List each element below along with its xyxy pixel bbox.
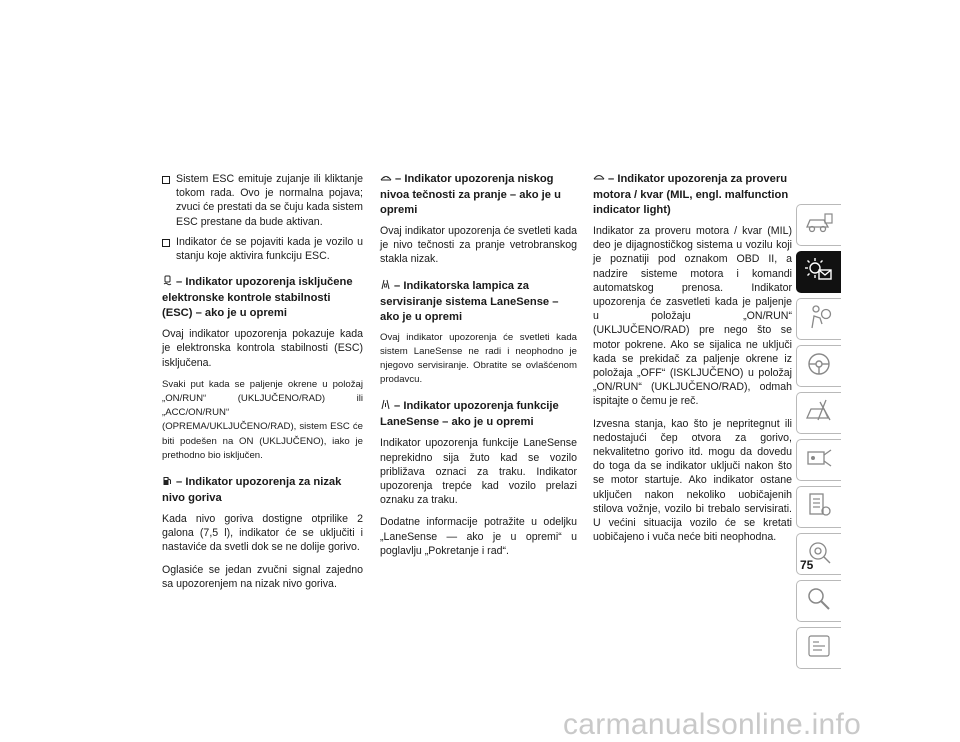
lanesense-service-icon <box>380 279 391 295</box>
mil-paragraph: Izvesna stanja, kao što je nepritegnut ili nedostajući čep otvora za gorivo, nekvalitetno gorivo itd. mogu da dovedu do toga da se indikator uključi nakon što se motor startuje. Ako indikator ostane uključen nakon nekoliko uobičajenih stilova vožnje, vozilo bi trebalo servisirati. U većini situacija vozilo će se kretati uobičajeno i vuča neće biti neophodna. <box>593 417 792 544</box>
tab-dashboard-warning[interactable] <box>796 251 841 293</box>
check-engine-icon <box>593 173 605 188</box>
column-3 <box>593 172 792 552</box>
tab-emergency[interactable] <box>796 392 841 434</box>
washer-fluid-paragraph: Ovaj indikator upozorenja će svetleti kada je nivo tečnosti za pranje vetrobranskog stakla nizak. <box>380 225 577 266</box>
esc-off-heading: – Indikator upozorenja isključene elektronske kontrole stabilnosti (ESC) – ako je u opremi <box>162 276 353 320</box>
watermark: carmanualsonline.info <box>563 708 862 741</box>
dashboard-warning-icon <box>804 257 834 288</box>
vehicle-info-icon <box>804 211 834 240</box>
chapter-tabs <box>796 204 842 674</box>
lanesense-warning-icon <box>380 399 391 415</box>
lanesense-service-heading: – Indikatorska lampica za servisiranje sistema LaneSense – ako je u opremi <box>380 279 559 323</box>
esc-off-icon <box>162 275 173 291</box>
mil-paragraph: Indikator za proveru motora / kvar (MIL) deo je dijagnostičkog sistema u vozilu koji je poznatiji pod oznakom OBD II, a nadzire sisteme motora i komandi automatskog prenosa. Indikator upozorenja će zasvetleti kada je paljenje u položaju „ON/RUN“ (UKLJUČENO/RAD) pre nego što se motor pokrene. Ako se sijalica ne uključi kada se prekidač za paljenje okrene iz položaja „OFF“ (ISKLJUČENO) u položaj „ON/RUN“ (UKLJUČENO/RAD), odmah ispitajte o čemu je reč. <box>593 225 792 408</box>
page-number: 75 <box>800 558 814 572</box>
low-fuel-paragraph: Kada nivo goriva dostigne otprilike 2 galona (7,5 l), indikator će se uključiti i nastaviće da svetli dok se ne dolije gorivo. <box>162 513 363 554</box>
tab-vehicle-info[interactable] <box>796 204 841 246</box>
language-index-icon <box>805 632 833 665</box>
checkbox-bullet-icon <box>162 239 170 247</box>
washer-fluid-heading: – Indikator upozorenja niskog nivoa tečnosti za pranje – ako je u opremi <box>380 173 561 216</box>
tab-car-service[interactable] <box>796 439 841 481</box>
lanesense-warning-paragraph: Dodatne informacije potražite u odeljku „LaneSense — ako je u opremi“ u poglavlju „Pokretanje i rad“. <box>380 516 577 557</box>
esc-off-paragraph: Svaki put kada se paljenje okrene u položaj „ON/RUN“ (UKLJUČENO/RAD) ili „ACC/ON/RUN“ (OPREMA/UKLJUČENO/RAD), sistem ESC će biti podešen na ON (UKLJUČENO), iako je prethodno bio isključen. <box>162 378 363 461</box>
checkbox-bullet-icon <box>162 176 170 184</box>
low-fuel-paragraph: Oglasiće se jedan zvučni signal zajedno sa upozorenjem na nizak nivo goriva. <box>162 563 363 590</box>
tab-maintenance-schedule[interactable] <box>796 486 841 528</box>
mil-heading: – Indikator upozorenja za proveru motora / kvar (MIL, engl. malfunction indicator light) <box>593 173 789 216</box>
tab-steering-wheel[interactable] <box>796 345 841 387</box>
emergency-icon <box>804 398 834 429</box>
airbag-safety-icon <box>804 304 834 335</box>
bullet-item: Indikator će se pojaviti kada je vozilo u stanju koje aktivira funkciju ESC. <box>162 235 363 263</box>
tab-airbag-safety[interactable] <box>796 298 841 340</box>
magnifier-index-icon <box>805 585 833 618</box>
low-fuel-heading: – Indikator upozorenja za nizak nivo goriva <box>162 476 342 505</box>
tab-index-search[interactable] <box>796 580 841 622</box>
lanesense-warning-paragraph: Indikator upozorenja funkcije LaneSense neprekidno sija žuto kad se vozilo približava oznaci za traku. Indikator upozorenja trepće kad vozilo prelazi oznaku za traku. <box>380 437 577 507</box>
fuel-pump-icon <box>162 475 173 491</box>
lanesense-service-paragraph: Ovaj indikator upozorenja će svetleti kada sistem LaneSense ne radi i neophodno je njegovo servisiranje. Obratite se ovlašćenom prodavcu. <box>380 331 577 386</box>
maintenance-schedule-icon <box>805 491 833 524</box>
tab-language-index[interactable] <box>796 627 841 669</box>
steering-wheel-icon <box>805 350 833 383</box>
column-1 <box>162 172 363 599</box>
esc-off-paragraph: Ovaj indikator upozorenja pokazuje kada je elektronska kontrola stabilnosti (ESC) isključena. <box>162 328 363 369</box>
washer-fluid-icon <box>380 173 392 188</box>
lanesense-warning-heading: – Indikator upozorenja funkcije LaneSense – ako je u opremi <box>380 400 559 429</box>
bullet-item: Sistem ESC emituje zujanje ili kliktanje tokom rada. Ovo je normalna pojava; zvuci će prestati da se čuju kada sistem ESC prestane da bude aktivan. <box>162 172 363 229</box>
column-2 <box>380 172 577 566</box>
car-service-icon <box>804 445 834 476</box>
